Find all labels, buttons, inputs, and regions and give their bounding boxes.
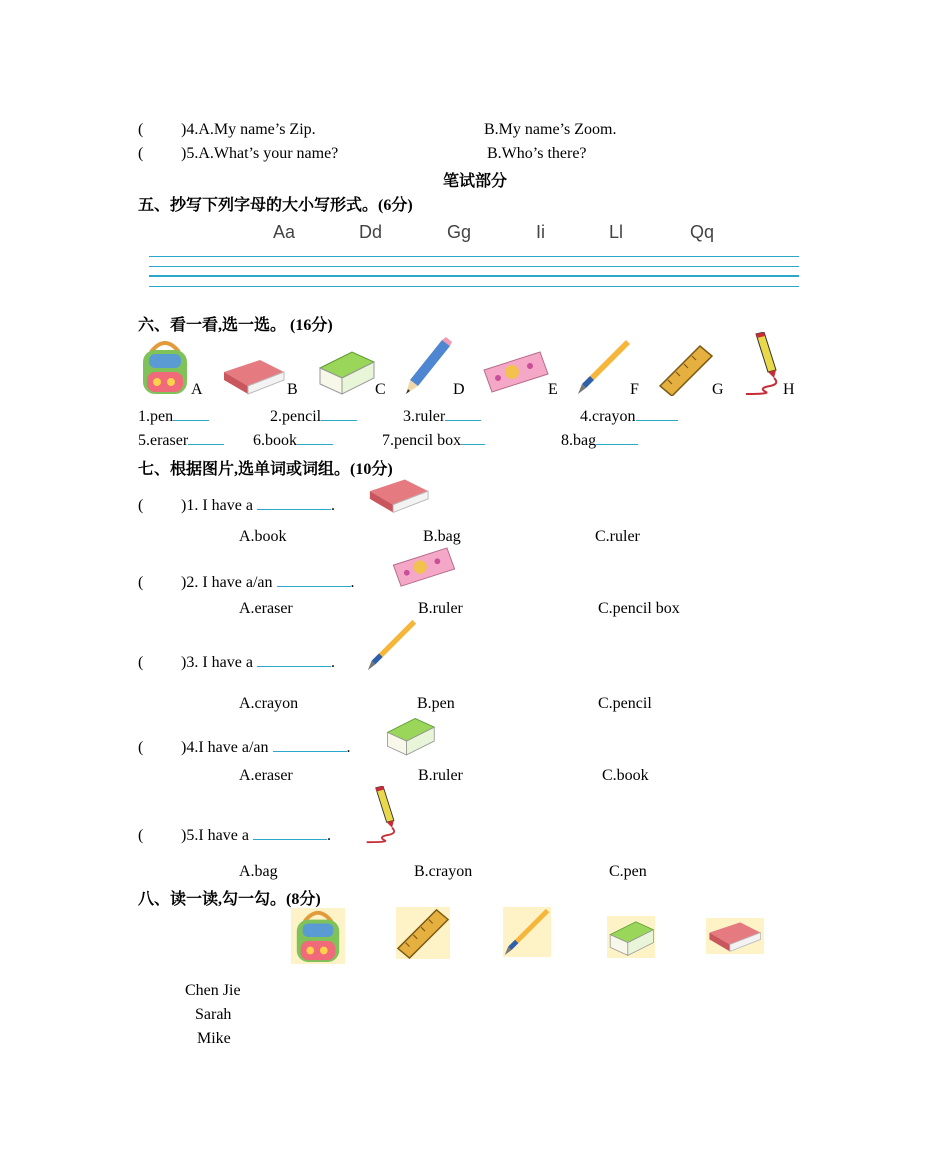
eraser-picture	[607, 916, 655, 958]
match-item-pencil-box	[382, 432, 485, 450]
writing-line-4	[149, 286, 799, 287]
match-item-label: 8.bag	[561, 432, 597, 449]
q4-paren: (	[138, 739, 144, 756]
q2-stem	[181, 574, 355, 592]
q2-blank[interactable]	[277, 586, 351, 587]
q5-blank[interactable]	[253, 839, 327, 840]
answer-blank[interactable]	[636, 420, 678, 421]
pic-label-a: A	[191, 381, 203, 398]
match-item-pen	[138, 408, 209, 426]
pic-label-b: B	[287, 381, 298, 398]
book-icon	[220, 356, 288, 396]
match-item-ruler	[403, 408, 481, 426]
q1-blank[interactable]	[257, 509, 331, 510]
book-icon	[366, 474, 432, 516]
pic-label-c: C	[375, 381, 386, 398]
answer-blank[interactable]	[596, 444, 638, 445]
writing-line-2	[149, 266, 799, 267]
q3-paren: (	[138, 654, 144, 671]
match-item-label: 7.pencil box	[382, 432, 462, 449]
pencil-box-icon	[390, 546, 458, 590]
q4-end: .	[346, 739, 351, 756]
match-item-eraser	[138, 432, 224, 450]
bag-icon	[291, 908, 345, 964]
q5-end: .	[326, 827, 331, 844]
listening-q5-option-a: )5.A.What’s your name?	[181, 145, 339, 162]
q4-option-a: A.eraser	[239, 767, 293, 784]
section-7-title: 七、根据图片,选单词或词组。(10分)	[138, 461, 393, 478]
q1-end: .	[330, 497, 335, 514]
name-chen-jie: Chen Jie	[185, 982, 241, 999]
ruler-icon	[658, 344, 714, 396]
answer-blank[interactable]	[321, 420, 357, 421]
letter-ii: Ii	[536, 222, 545, 242]
letter-ll: Ll	[609, 222, 624, 242]
listening-q4-paren: (	[138, 121, 144, 138]
name-mike: Mike	[197, 1030, 231, 1047]
q3-option-b: B.pen	[417, 695, 455, 712]
name-sarah: Sarah	[195, 1006, 232, 1023]
pen-picture	[503, 907, 551, 957]
match-item-bag	[561, 432, 638, 450]
match-item-pencil	[270, 408, 357, 426]
pic-label-h: H	[783, 381, 795, 398]
q4-blank[interactable]	[273, 751, 347, 752]
q1-option-c: C.ruler	[595, 528, 640, 545]
ruler-icon	[396, 907, 450, 959]
match-item-book	[253, 432, 333, 450]
q1-stem	[181, 497, 335, 515]
match-item-label: 3.ruler	[403, 408, 446, 425]
answer-blank[interactable]	[188, 444, 224, 445]
q1-option-a: A.book	[239, 528, 287, 545]
q1-option-b: B.bag	[423, 528, 461, 545]
match-item-label: 5.eraser	[138, 432, 189, 449]
book-icon	[706, 918, 764, 954]
pen-icon	[576, 338, 632, 396]
q2-end: .	[350, 574, 355, 591]
q2-option-b: B.ruler	[418, 600, 463, 617]
pen-icon	[503, 907, 551, 957]
q2-stem-text: )2. I have a/an	[181, 574, 273, 591]
q5-paren: (	[138, 827, 144, 844]
match-item-label: 6.book	[253, 432, 297, 449]
pic-label-d: D	[453, 381, 465, 398]
match-item-crayon	[580, 408, 678, 426]
crayon-icon	[362, 786, 404, 844]
q4-option-c: C.book	[602, 767, 649, 784]
letter-dd: Dd	[359, 222, 383, 242]
q2-option-c: C.pencil box	[598, 600, 680, 617]
book-picture	[706, 918, 764, 954]
pic-label-e: E	[548, 381, 558, 398]
q1-stem-text: )1. I have a	[181, 497, 253, 514]
q3-option-c: C.pencil	[598, 695, 652, 712]
ruler-picture	[396, 907, 450, 959]
letter-gg: Gg	[447, 222, 472, 242]
pic-label-f: F	[630, 381, 639, 398]
q5-stem-text: )5.I have a	[181, 827, 249, 844]
q5-stem	[181, 827, 331, 845]
section-5-title: 五、抄写下列字母的大小写形式。(6分)	[138, 197, 413, 214]
letter-aa: Aa	[273, 222, 296, 242]
eraser-icon	[316, 346, 376, 396]
q3-stem-text: )3. I have a	[181, 654, 253, 671]
q3-stem	[181, 654, 335, 672]
answer-blank[interactable]	[173, 420, 209, 421]
q3-end: .	[330, 654, 335, 671]
q3-option-a: A.crayon	[239, 695, 299, 712]
q2-option-a: A.eraser	[239, 600, 293, 617]
q4-stem	[181, 739, 351, 757]
eraser-icon	[607, 916, 655, 958]
section-6-title: 六、看一看,选一选。 (16分)	[138, 317, 333, 334]
listening-q4-option-a: )4.A.My name’s Zip.	[181, 121, 316, 138]
letter-qq: Qq	[690, 222, 715, 242]
answer-blank[interactable]	[461, 444, 485, 445]
q5-option-b: B.crayon	[414, 863, 473, 880]
q4-option-b: B.ruler	[418, 767, 463, 784]
bag-icon	[137, 338, 193, 396]
listening-q5-paren: (	[138, 145, 144, 162]
match-item-label: 4.crayon	[580, 408, 636, 425]
q5-option-a: A.bag	[239, 863, 278, 880]
q3-blank[interactable]	[257, 666, 331, 667]
bag-picture	[291, 908, 345, 964]
listening-q4-option-b: B.My name’s Zoom.	[484, 121, 617, 138]
section-8-title: 八、读一读,勾一勾。(8分)	[138, 891, 321, 908]
q1-paren: (	[138, 497, 144, 514]
pen-icon	[366, 618, 418, 672]
writing-line-3	[149, 275, 799, 277]
match-item-label: 1.pen	[138, 408, 174, 425]
crayon-icon	[742, 332, 786, 396]
written-part-title: 笔试部分	[442, 173, 507, 190]
q4-stem-text: )4.I have a/an	[181, 739, 269, 756]
pencil-box-icon	[482, 350, 550, 396]
q2-paren: (	[138, 574, 144, 591]
pic-label-g: G	[712, 381, 724, 398]
q5-option-c: C.pen	[609, 863, 647, 880]
answer-blank[interactable]	[445, 420, 481, 421]
pencil-icon	[404, 336, 454, 396]
writing-line-1	[149, 256, 799, 257]
listening-q5-option-b: B.Who’s there?	[487, 145, 587, 162]
match-item-label: 2.pencil	[270, 408, 322, 425]
answer-blank[interactable]	[297, 444, 333, 445]
eraser-icon	[384, 713, 436, 757]
